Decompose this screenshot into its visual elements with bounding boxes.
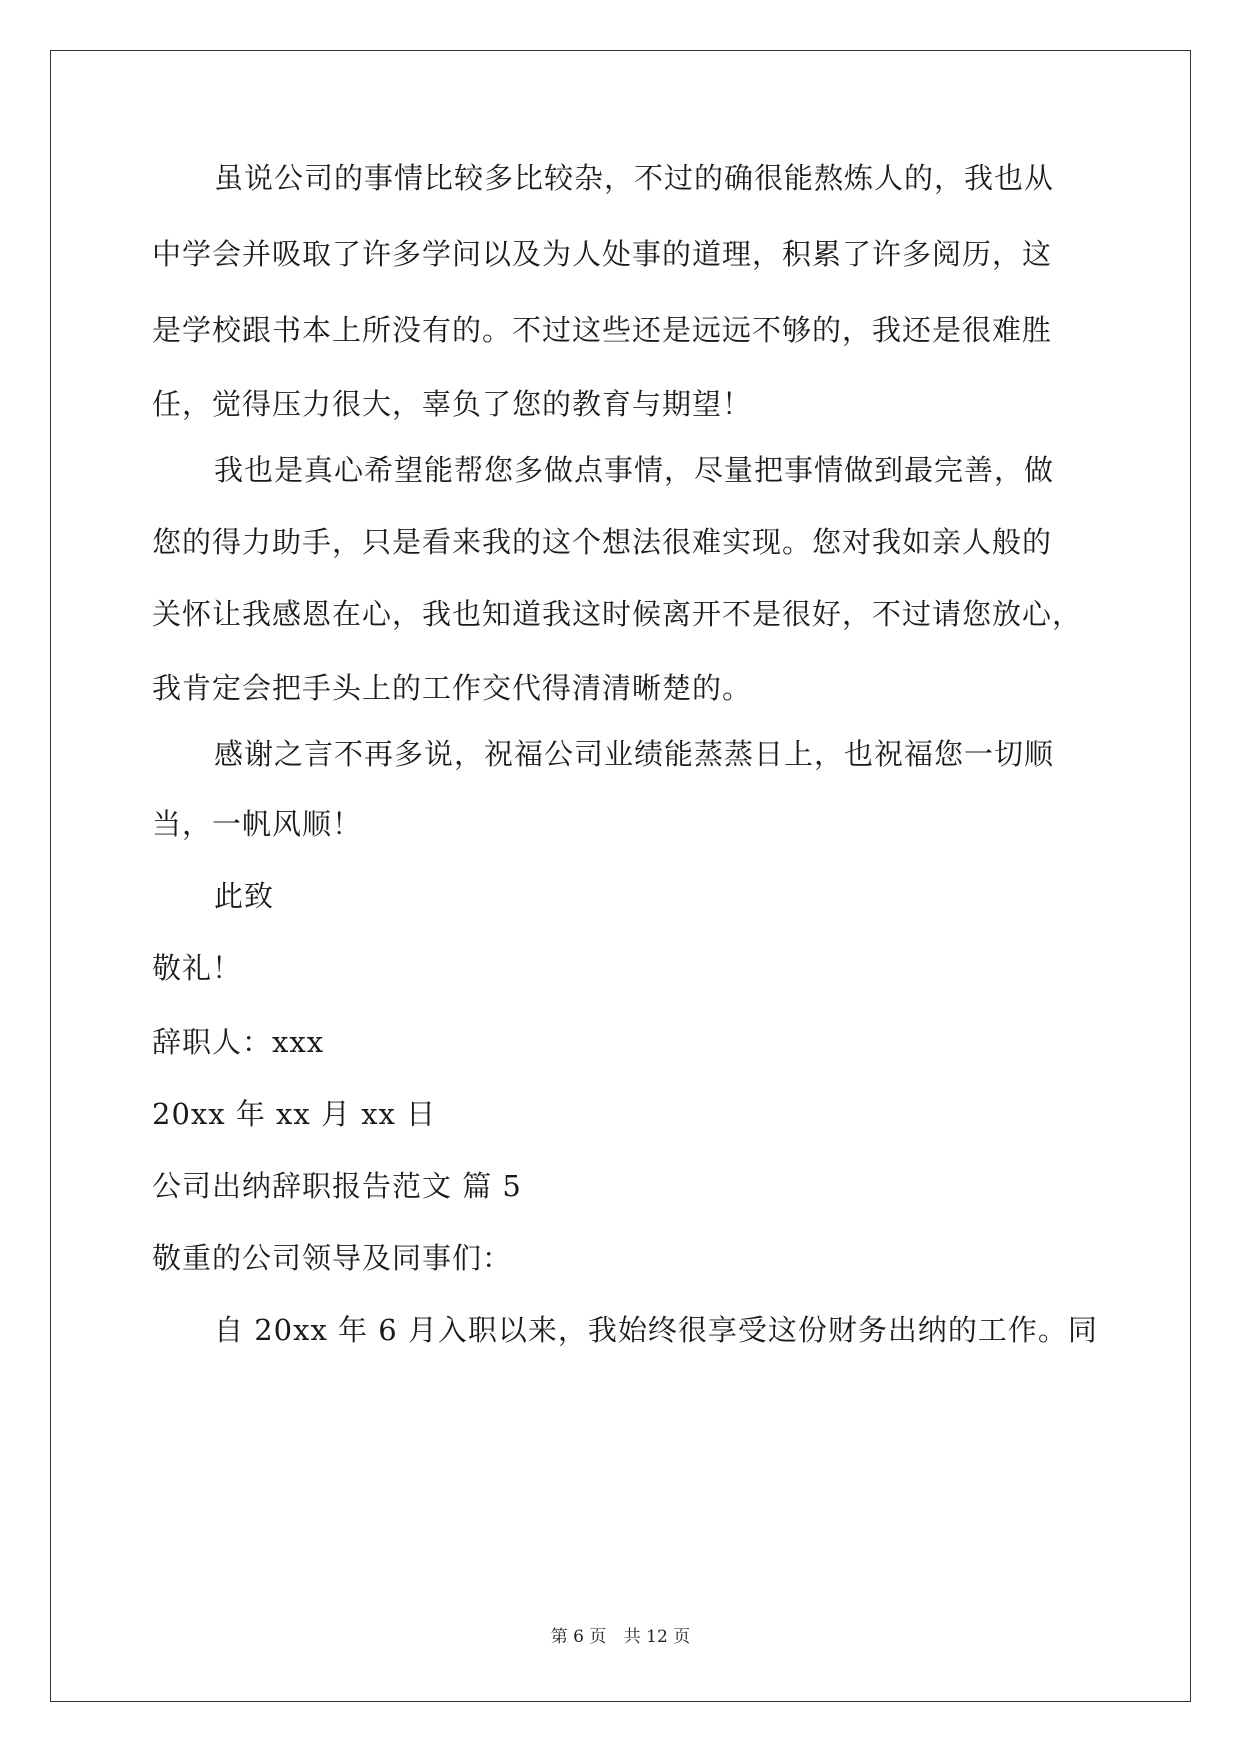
paragraph-line: 我肯定会把手头上的工作交代得清清晰楚的。	[152, 671, 753, 705]
paragraph-line: 任，觉得压力很大，辜负了您的教育与期望！	[152, 387, 753, 421]
section-title: 公司出纳辞职报告范文 篇 5	[152, 1169, 522, 1203]
paragraph-line: 我也是真心希望能帮您多做点事情，尽量把事情做到最完善，做	[214, 453, 1055, 487]
paragraph-line: 虽说公司的事情比较多比较杂，不过的确很能熬炼人的，我也从	[214, 161, 1055, 195]
paragraph-line: 中学会并吸取了许多学问以及为人处事的道理，积累了许多阅历，这	[152, 237, 1053, 271]
page-number: 第 6 页	[550, 1627, 607, 1647]
paragraph-line: 您的得力助手，只是看来我的这个想法很难实现。您对我如亲人般的	[152, 525, 1053, 559]
page-footer	[0, 1622, 1241, 1647]
paragraph-line: 感谢之言不再多说，祝福公司业绩能蒸蒸日上，也祝福您一切顺	[214, 737, 1055, 771]
signature-line: 辞职人：xxx	[152, 1025, 325, 1059]
page-total: 共 12 页	[623, 1627, 691, 1647]
paragraph-line: 关怀让我感恩在心，我也知道我这时候离开不是很好，不过请您放心，	[152, 597, 1083, 631]
date-line: 20xx 年 xx 月 xx 日	[152, 1097, 437, 1131]
closing-salutation: 此致	[214, 879, 275, 913]
paragraph-line: 自 20xx 年 6 月入职以来，我始终很享受这份财务出纳的工作。同	[214, 1313, 1098, 1347]
paragraph-line: 是学校跟书本上所没有的。不过这些还是远远不够的，我还是很难胜	[152, 313, 1053, 347]
greeting-line: 敬重的公司领导及同事们：	[152, 1241, 513, 1275]
paragraph-line: 当，一帆风顺！	[152, 807, 363, 841]
closing-regards: 敬礼！	[152, 951, 243, 985]
